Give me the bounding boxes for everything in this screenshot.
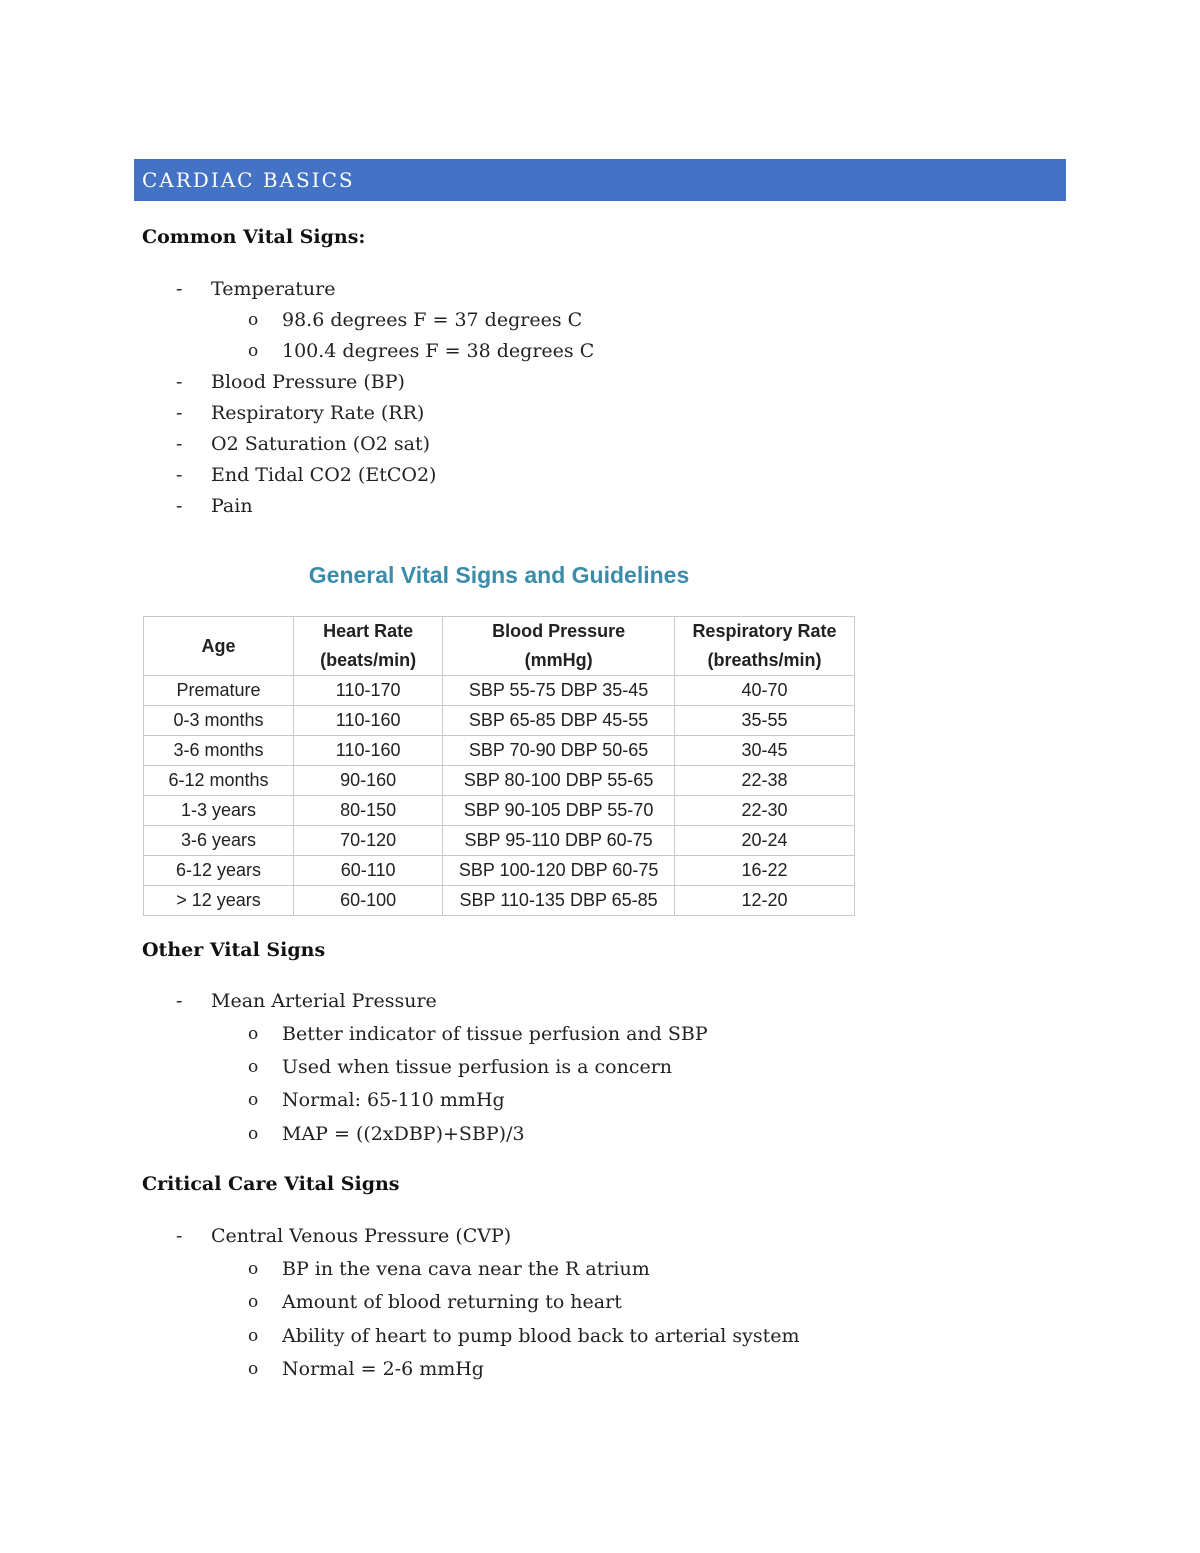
cell-heart-rate: 110-170 bbox=[294, 676, 443, 706]
cell-age: 6-12 months bbox=[144, 766, 294, 796]
circle-bullet: o bbox=[248, 1292, 259, 1312]
circle-bullet: o bbox=[248, 1024, 259, 1044]
dash-bullet: - bbox=[176, 278, 183, 300]
vital-signs-table bbox=[143, 616, 855, 916]
list-item-text: Temperature bbox=[211, 278, 336, 300]
cell-heart-rate: 110-160 bbox=[294, 706, 443, 736]
cell-age: Premature bbox=[144, 676, 294, 706]
list-item-text: Better indicator of tissue perfusion and SBP bbox=[282, 1023, 708, 1045]
circle-bullet: o bbox=[248, 341, 259, 361]
circle-bullet: o bbox=[248, 1090, 259, 1110]
cell-respiratory-rate: 22-38 bbox=[674, 766, 854, 796]
cell-heart-rate: 90-160 bbox=[294, 766, 443, 796]
cell-respiratory-rate: 22-30 bbox=[674, 796, 854, 826]
dash-bullet: - bbox=[176, 990, 183, 1012]
cell-blood-pressure: SBP 65-85 DBP 45-55 bbox=[443, 706, 675, 736]
circle-bullet: o bbox=[248, 1326, 259, 1346]
list-item-text: Blood Pressure (BP) bbox=[211, 371, 405, 393]
section-header-bar bbox=[134, 159, 1066, 201]
cell-blood-pressure: SBP 95-110 DBP 60-75 bbox=[443, 826, 675, 856]
cell-blood-pressure: SBP 55-75 DBP 35-45 bbox=[443, 676, 675, 706]
list-item-text: Normal: 65-110 mmHg bbox=[282, 1089, 505, 1111]
list-item-text: Amount of blood returning to heart bbox=[282, 1291, 622, 1313]
table-row bbox=[144, 826, 855, 856]
cell-age: 1-3 years bbox=[144, 796, 294, 826]
list-item-text: 98.6 degrees F = 37 degrees C bbox=[282, 309, 583, 331]
list-item-text: MAP = ((2xDBP)+SBP)/3 bbox=[282, 1123, 525, 1145]
list-item-text: Pain bbox=[211, 495, 253, 517]
circle-bullet: o bbox=[248, 1057, 259, 1077]
cell-blood-pressure: SBP 100-120 DBP 60-75 bbox=[443, 856, 675, 886]
list-item-text: Ability of heart to pump blood back to arterial system bbox=[282, 1325, 800, 1347]
circle-bullet: o bbox=[248, 310, 259, 330]
critical-care-heading: Critical Care Vital Signs bbox=[142, 1173, 400, 1195]
list-item-text: 100.4 degrees F = 38 degrees C bbox=[282, 340, 595, 362]
dash-bullet: - bbox=[176, 464, 183, 486]
list-item-text: Mean Arterial Pressure bbox=[211, 990, 437, 1012]
header-respiratory-rate: Respiratory Rate (breaths/min) bbox=[674, 617, 854, 676]
list-item-text: Normal = 2-6 mmHg bbox=[282, 1358, 484, 1380]
circle-bullet: o bbox=[248, 1259, 259, 1279]
cell-respiratory-rate: 35-55 bbox=[674, 706, 854, 736]
cell-heart-rate: 80-150 bbox=[294, 796, 443, 826]
table-row bbox=[144, 796, 855, 826]
cell-respiratory-rate: 40-70 bbox=[674, 676, 854, 706]
table-row bbox=[144, 856, 855, 886]
circle-bullet: o bbox=[248, 1359, 259, 1379]
cell-respiratory-rate: 16-22 bbox=[674, 856, 854, 886]
dash-bullet: - bbox=[176, 433, 183, 455]
table-row bbox=[144, 676, 855, 706]
cell-blood-pressure: SBP 110-135 DBP 65-85 bbox=[443, 886, 675, 916]
cell-blood-pressure: SBP 80-100 DBP 55-65 bbox=[443, 766, 675, 796]
list-item-text: BP in the vena cava near the R atrium bbox=[282, 1258, 650, 1280]
dash-bullet: - bbox=[176, 402, 183, 424]
common-vital-signs-heading: Common Vital Signs: bbox=[142, 226, 366, 248]
other-vital-signs-heading: Other Vital Signs bbox=[142, 939, 326, 961]
cell-age: 6-12 years bbox=[144, 856, 294, 886]
list-item-text: Used when tissue perfusion is a concern bbox=[282, 1056, 673, 1078]
cell-age: 3-6 years bbox=[144, 826, 294, 856]
header-heart-rate: Heart Rate (beats/min) bbox=[294, 617, 443, 676]
table-title: General Vital Signs and Guidelines bbox=[308, 562, 690, 588]
cell-heart-rate: 70-120 bbox=[294, 826, 443, 856]
list-item-text: Respiratory Rate (RR) bbox=[211, 402, 425, 424]
header-blood-pressure: Blood Pressure (mmHg) bbox=[443, 617, 675, 676]
cell-age: > 12 years bbox=[144, 886, 294, 916]
table-row bbox=[144, 766, 855, 796]
table-row bbox=[144, 706, 855, 736]
cell-respiratory-rate: 20-24 bbox=[674, 826, 854, 856]
table-header-row bbox=[144, 617, 855, 676]
cell-respiratory-rate: 12-20 bbox=[674, 886, 854, 916]
cell-heart-rate: 60-110 bbox=[294, 856, 443, 886]
section-header-title: CARDIAC BASICS bbox=[142, 168, 355, 192]
list-item-text: O2 Saturation (O2 sat) bbox=[211, 433, 431, 455]
dash-bullet: - bbox=[176, 495, 183, 517]
header-age: Age bbox=[144, 617, 294, 676]
cell-blood-pressure: SBP 90-105 DBP 55-70 bbox=[443, 796, 675, 826]
cell-heart-rate: 60-100 bbox=[294, 886, 443, 916]
cell-blood-pressure: SBP 70-90 DBP 50-65 bbox=[443, 736, 675, 766]
circle-bullet: o bbox=[248, 1124, 259, 1144]
list-item-text: Central Venous Pressure (CVP) bbox=[211, 1225, 512, 1247]
dash-bullet: - bbox=[176, 1225, 183, 1247]
table-body bbox=[144, 676, 855, 916]
cell-age: 0-3 months bbox=[144, 706, 294, 736]
cell-respiratory-rate: 30-45 bbox=[674, 736, 854, 766]
table-row bbox=[144, 886, 855, 916]
table-row bbox=[144, 736, 855, 766]
cell-age: 3-6 months bbox=[144, 736, 294, 766]
cell-heart-rate: 110-160 bbox=[294, 736, 443, 766]
list-item-text: End Tidal CO2 (EtCO2) bbox=[211, 464, 437, 486]
dash-bullet: - bbox=[176, 371, 183, 393]
